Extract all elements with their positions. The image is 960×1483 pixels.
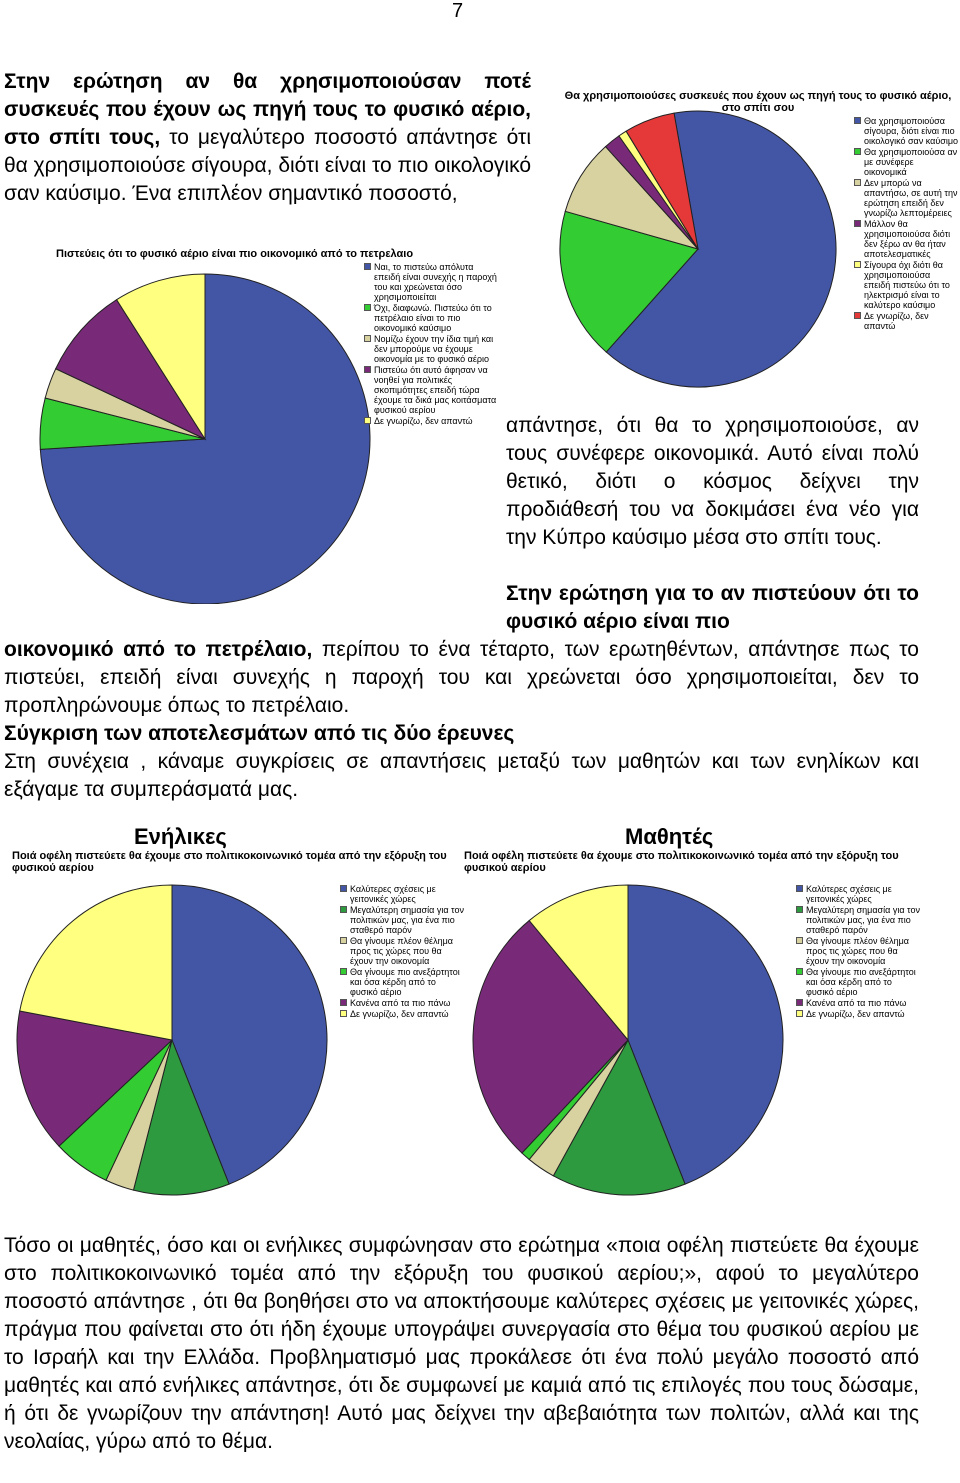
adults-chart-title: Ενήλικες (134, 824, 227, 849)
oil-legend-item-1 (364, 303, 500, 333)
students-legend-label-4: Κανένα από τα πιο πάνω (806, 998, 907, 1008)
oil-question-bold-b: οικονομικό από το πετρέλαιο, (4, 638, 313, 661)
third-paragraph-body (4, 636, 919, 720)
adults-legend-item-3 (340, 967, 464, 997)
students-legend-swatch-2 (796, 937, 803, 944)
oil-legend-label-2: Νομίζω έχουν την ίδια τιμή και δεν μπορούμε να έχουμε οικονομία με το φυσικό αέριο (374, 334, 494, 364)
oil-legend-swatch-1 (364, 304, 371, 311)
devices-legend-swatch-3 (854, 220, 861, 227)
oil-legend-swatch-4 (364, 417, 371, 424)
oil-legend-swatch-0 (364, 263, 371, 270)
adults-legend-item-5 (340, 1009, 464, 1019)
devices-legend-label-4: Σίγουρα όχι διότι θα χρησιμοποιούσα επειδή πιστεύω ότι το ηλεκτρισμό είναι το καλύτερο καύσιμο (864, 260, 950, 310)
adults-chart (4, 820, 464, 1205)
students-legend-item-1 (796, 905, 920, 935)
students-legend-swatch-3 (796, 968, 803, 975)
adults-legend-item-1 (340, 905, 464, 935)
students-chart (460, 820, 920, 1205)
section-heading: Σύγκριση των αποτελεσμάτων από τις δύο έρευνες (4, 722, 515, 745)
adults-legend-label-0: Καλύτερες σχέσεις με γειτονικές χώρες (350, 884, 436, 904)
devices-legend-swatch-5 (854, 312, 861, 319)
students-legend-swatch-5 (796, 1010, 803, 1017)
third-paragraph-head (506, 580, 919, 636)
oil-legend-item-0 (364, 262, 500, 302)
students-chart-title: Μαθητές (625, 824, 714, 849)
devices-legend-swatch-4 (854, 261, 861, 268)
oil-question-rest: περίπου το ένα τέταρτο, των ερωτηθέντων, απάντησε πως το πιστεύει, επειδή είναι συνεχής η παροχή του και χρεώνεται όσο χρησιμοποιείται, δεν το προπληρώνουμε όπως το πετρέλαιο. (4, 638, 919, 717)
devices-legend-item-3 (854, 219, 958, 259)
students-legend-label-0: Καλύτερες σχέσεις με γειτονικές χώρες (806, 884, 892, 904)
devices-legend-item-5 (854, 311, 958, 331)
devices-legend-label-1: Θα χρησιμοποιούσα αν με συνέφερε οικονομικά (864, 147, 958, 177)
oil-chart (20, 244, 500, 604)
students-legend-label-5: Δε γνωρίζω, δεν απαντώ (806, 1009, 905, 1019)
adults-legend-item-4 (340, 998, 464, 1008)
devices-legend-item-2 (854, 178, 958, 218)
adults-legend-swatch-3 (340, 968, 347, 975)
students-legend-label-1: Μεγαλύτερη σημασία για τον πολιτικών μας, για ένα πιο σταθερό παρόν (806, 905, 920, 935)
devices-chart (548, 84, 958, 399)
oil-question-bold-a: Στην ερώτηση για το αν πιστεύουν ότι το φυσικό αέριο είναι πιο (506, 582, 919, 633)
oil-legend-item-4 (364, 416, 500, 426)
second-paragraph: απάντησε, ότι θα το χρησιμοποιούσε, αν τους συνέφερε οικονομικά. Αυτό είναι πολύ θετικό, διότι ο κόσμος δείχνει την προδιάθεσή του να δοκιμάσει ένα νέο για την Κύπρο καύσιμο μέσα στο σπίτι τους. (506, 414, 919, 549)
adults-legend-swatch-0 (340, 885, 347, 892)
comparison-paragraph: Στη συνέχεια , κάναμε συγκρίσεις σε απαντήσεις μεταξύ των μαθητών και των ενηλίκων και εξάγαμε τα συμπεράσματά μας. (4, 750, 919, 801)
students-chart-subtitle: Ποιά οφέλη πιστεύετε θα έχουμε στο πολιτικοκοινωνικό τομέα από την εξόρυξη του φυσικού αερίου (464, 850, 899, 874)
oil-chart-title: Πιστεύεις ότι το φυσικό αέριο είναι πιο οικονομικό από το πετρελαιο (56, 248, 414, 260)
devices-legend-label-5: Δε γνωρίζω, δεν απαντώ (864, 311, 929, 331)
devices-legend-item-0 (854, 116, 958, 146)
students-legend-swatch-1 (796, 906, 803, 913)
devices-legend-label-2: Δεν μπορώ να απαντήσω, σε αυτή την ερώτηση επειδή δεν γνωρίζω λεπτομέρειες (864, 178, 958, 218)
oil-legend-label-1: Όχι, διαφωνώ. Πιστεύω ότι το πετρέλαιο είναι το πιο οικονομικό καύσιμο (374, 303, 492, 333)
devices-legend-item-4 (854, 260, 958, 310)
adults-legend-swatch-4 (340, 999, 347, 1006)
adults-legend-swatch-1 (340, 906, 347, 913)
students-legend (796, 884, 920, 1020)
intro-paragraph (4, 68, 531, 208)
students-legend-item-3 (796, 967, 920, 997)
adults-legend-item-2 (340, 936, 464, 966)
devices-legend-swatch-2 (854, 179, 861, 186)
devices-legend (854, 116, 958, 332)
oil-legend (364, 262, 500, 427)
oil-legend-item-2 (364, 334, 500, 364)
students-legend-item-2 (796, 936, 920, 966)
adults-legend-label-1: Μεγαλύτερη σημασία για τον πολιτικών μας, για ένα πιο σταθερό παρόν (350, 905, 464, 935)
oil-legend-item-3 (364, 365, 500, 415)
devices-legend-label-3: Μάλλον θα χρησιμοποιούσα διότι δεν ξέρω αν θα ήταν αποτελεσματικές (864, 219, 951, 259)
oil-legend-swatch-2 (364, 335, 371, 342)
devices-legend-label-0: Θα χρησιμοποιούσα σίγουρα, διότι είναι πιο οικολογικό σαν καύσιμο (864, 116, 959, 146)
adults-legend-label-3: Θα γίνουμε πιο ανεξάρτητοι και όσα κέρδη από το φυσικό αέριο (350, 967, 460, 997)
oil-legend-swatch-3 (364, 366, 371, 373)
adults-legend-label-4: Κανένα από τα πιο πάνω (350, 998, 451, 1008)
oil-legend-label-3: Πιστεύω ότι αυτό άφησαν να νοηθεί για πολιτικές σκοπιμότητες επειδή τώρα έχουμε τα δικά μας κοιτάσματα φυσικού αερίου (374, 365, 497, 415)
students-legend-item-4 (796, 998, 920, 1008)
conclusion-paragraph: Τόσο οι μαθητές, όσο και οι ενήλικες συμφώνησαν στο ερώτημα «ποια οφέλη πιστεύετε θα έχουμε στο πολιτικοκοινωνικό τομέα από την εξόρυξη του φυσικού αερίου;», αφού το μεγαλύτερο ποσοστό απάντησε , ότι θα βοηθήσει στο να αποκτήσουμε καλύτερες σχέσεις με γειτονικές χώρες, πράγμα που φαίνεται στο ότι ήδη έχουμε υπογράψει συνεργασία στο θέμα του φυσικού αερίου με το Ισραήλ και την Ελλάδα. Προβληματισμό μας προκάλεσε ότι ένα πολύ μεγάλο ποσοστό από μαθητές και από ενήλικες απάντησε, ότι δε συμφωνεί με καμιά από τις επιλογές που τους δώσαμε, ή ότι δε γνωρίζουν την απάντηση! Αυτό μας δείχνει την αβεβαιότητα των πολιτών, αλλά και της νεολαίας, γύρω από το θέμα. (4, 1234, 919, 1453)
adults-legend (340, 884, 464, 1020)
devices-legend-item-1 (854, 147, 958, 177)
devices-chart-title: Θα χρησιμοποιούσες συσκευές που έχουν ως πηγή τους το φυσικό αέριο, στο σπίτι σου (564, 90, 952, 114)
adults-legend-swatch-5 (340, 1010, 347, 1017)
oil-legend-label-0: Ναι, το πιστεύω απόλυτα επειδή είναι συνεχής η παροχή του και χρεώνεται όσο χρησιμοποιείται (374, 262, 497, 302)
students-legend-item-5 (796, 1009, 920, 1019)
adults-legend-item-0 (340, 884, 464, 904)
intro-rest: το μεγαλύτερο ποσοστό απάντησε ότι θα χρησιμοποιούσε σίγουρα, διότι είναι το πιο οικολογικό σαν καύσιμο. Ένα επιπλέον σημαντικό ποσοστό, (4, 126, 532, 205)
adults-legend-swatch-2 (340, 937, 347, 944)
devices-legend-swatch-1 (854, 148, 861, 155)
students-legend-item-0 (796, 884, 920, 904)
intro-bold: Στην ερώτηση αν θα χρησιμοποιούσαν ποτέ συσκευές που έχουν ως πηγή τους το φυσικό αέριο, στο σπίτι τους, (4, 70, 531, 149)
adults-chart-subtitle: Ποιά οφέλη πιστεύετε θα έχουμε στο πολιτικοκοινωνικό τομέα από την εξόρυξη του φυσικού αερίου (12, 850, 447, 874)
students-legend-swatch-0 (796, 885, 803, 892)
oil-legend-label-4: Δε γνωρίζω, δεν απαντώ (374, 416, 473, 426)
devices-legend-swatch-0 (854, 117, 861, 124)
adults-legend-label-2: Θα γίνουμε πλέον θέλημα προς τις χώρες που θα έχουν την οικονομία (350, 936, 453, 966)
students-legend-label-3: Θα γίνουμε πιο ανεξάρτητοι και όσα κέρδη από το φυσικό αέριο (806, 967, 916, 997)
students-legend-label-2: Θα γίνουμε πλέον θέλημα προς τις χώρες που θα έχουν την οικονομία (806, 936, 909, 966)
adults-legend-label-5: Δε γνωρίζω, δεν απαντώ (350, 1009, 449, 1019)
students-legend-swatch-4 (796, 999, 803, 1006)
page-number: 7 (452, 0, 464, 22)
